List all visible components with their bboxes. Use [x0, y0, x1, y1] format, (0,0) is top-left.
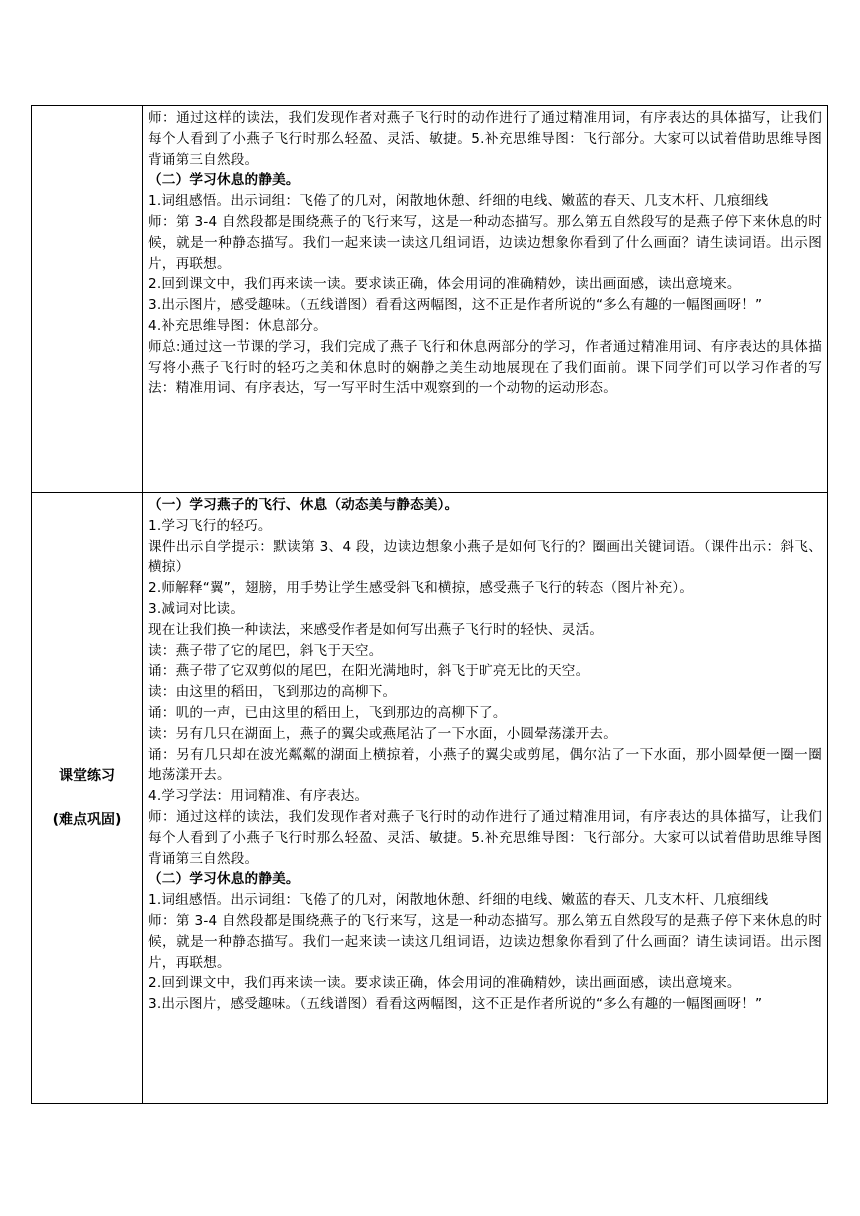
paragraph-line: 读：燕子带了它的尾巴，斜飞于天空。 [148, 642, 383, 659]
paragraph-line: 3.减词对比读。 [148, 600, 245, 617]
paragraph-line: 1.词组感悟。出示词组：飞倦了的几对，闲散地休憩、纤细的电线、嫩蓝的春天、几支木杆、几痕细线 [148, 193, 769, 210]
label-wrap [32, 493, 142, 1103]
paragraph-line: 师：通过这样的读法，我们发现作者对燕子飞行时的动作进行了通过精准用词，有序表达的具体描写，让我们每个人看到了小燕子飞行时那么轻盈、灵活、敏捷。5.补充思维导图：飞行部分。大家可以试着借助思维导图背诵第三自然段。 [148, 110, 822, 168]
paragraph-line: 师：第 3-4 自然段都是围绕燕子的飞行来写，这是一种动态描写。那么第五自然段写的是燕子停下来休息的时候，就是一种静态描写。我们一起来读一读这几组词语，边读边想象你看到了什么画面？请生读词语。出示图片，再联想。 [148, 912, 822, 971]
section-heading: （二）学习休息的静美。 [148, 172, 300, 189]
section-heading: （一）学习燕子的飞行、休息（动态美与静态美）。 [148, 497, 459, 513]
row-label-cell [32, 493, 143, 1104]
row-content-cell [143, 493, 828, 1104]
table-row [32, 106, 828, 493]
content-block [148, 495, 822, 1015]
paragraph-line: 师总:通过这一节课的学习，我们完成了燕子飞行和休息两部分的学习，作者通过精准用词、有序表达的具体描写将小燕子飞行时的轻巧之美和休息时的娴静之美生动地展现在了我们面前。课下同学们可以学习作者的写法：精准用词、有序表达，写一写平时生活中观察到的一个动物的运动形态。 [148, 338, 822, 397]
lesson-plan-table [31, 105, 828, 1104]
paragraph-line: 1.学习飞行的轻巧。 [148, 517, 272, 534]
paragraph-line: 1.词组感悟。出示词组：飞倦了的几对，闲散地休憩、纤细的电线、嫩蓝的春天、几支木杆、几痕细线 [148, 892, 769, 909]
paragraph-line: 4.补充思维导图：休息部分。 [148, 317, 327, 334]
paragraph-line: 诵：燕子带了它双剪似的尾巴，在阳光满地时，斜飞于旷亮无比的天空。 [148, 663, 590, 680]
paragraph-line: 现在让我们换一种读法，来感受作者是如何写出燕子飞行时的轻快、灵活。 [148, 621, 604, 638]
paragraph-line: 诵：另有几只却在波光粼粼的湖面上横掠着，小燕子的翼尖或剪尾，偶尔沾了一下水面，那小圆晕便一圈一圈地荡漾开去。 [148, 746, 822, 784]
paragraph-line: 2.回到课文中，我们再来读一读。要求读正确，体会用词的准确精妙，读出画面感，读出意境来。 [148, 276, 741, 293]
paragraph-line: 3.出示图片，感受趣味。（五线谱图）看看这两幅图，这不正是作者所说的“多么有趣的一幅图画呀！” [148, 996, 763, 1013]
paragraph-line: 2.师解释“翼”，翅膀，用手势让学生感受斜飞和横掠，感受燕子飞行的转态（图片补充）。 [148, 580, 694, 597]
paragraph-line: 读：另有几只在湖面上，燕子的翼尖或燕尾沾了一下水面，小圆晕荡漾开去。 [148, 725, 617, 742]
row-label-subtitle: (难点巩固) [52, 812, 122, 828]
lesson-plan-page [31, 105, 828, 1104]
section-heading: （二）学习休息的静美。 [148, 871, 300, 888]
paragraph-line: 2.回到课文中，我们再来读一读。要求读正确，体会用词的准确精妙，读出画面感，读出意境来。 [148, 975, 741, 992]
row-label-title: 课堂练习 [59, 768, 115, 784]
paragraph-line: 4.学习学法：用词精准、有序表达。 [148, 788, 369, 805]
row-content-cell [143, 106, 828, 493]
paragraph-line: 师：通过这样的读法，我们发现作者对燕子飞行时的动作进行了通过精准用词，有序表达的具体描写，让我们每个人看到了小燕子飞行时那么轻盈、灵活、敏捷。5.补充思维导图：飞行部分。大家可以试着借助思维导图背诵第三自然段。 [148, 808, 822, 867]
paragraph-line: 3.出示图片，感受趣味。（五线谱图）看看这两幅图，这不正是作者所说的“多么有趣的一幅图画呀！” [148, 297, 763, 314]
row-label-cell [32, 106, 143, 493]
table-row [32, 493, 828, 1104]
content-block [148, 108, 822, 399]
paragraph-line: 读：由这里的稻田，飞到那边的高柳下。 [148, 684, 397, 701]
paragraph-line: 课件出示自学提示：默读第 3、4 段，边读边想象小燕子是如何飞行的？圈画出关键词语。（课件出示：斜飞、横掠） [148, 538, 822, 576]
paragraph-line: 诵：叽的一声，已由这里的稻田上，飞到那边的高柳下了。 [148, 704, 507, 721]
paragraph-line: 师：第 3-4 自然段都是围绕燕子的飞行来写，这是一种动态描写。那么第五自然段写的是燕子停下来休息的时候，就是一种静态描写。我们一起来读一读这几组词语，边读边想象你看到了什么画面？请生读词语。出示图片，再联想。 [148, 213, 822, 272]
